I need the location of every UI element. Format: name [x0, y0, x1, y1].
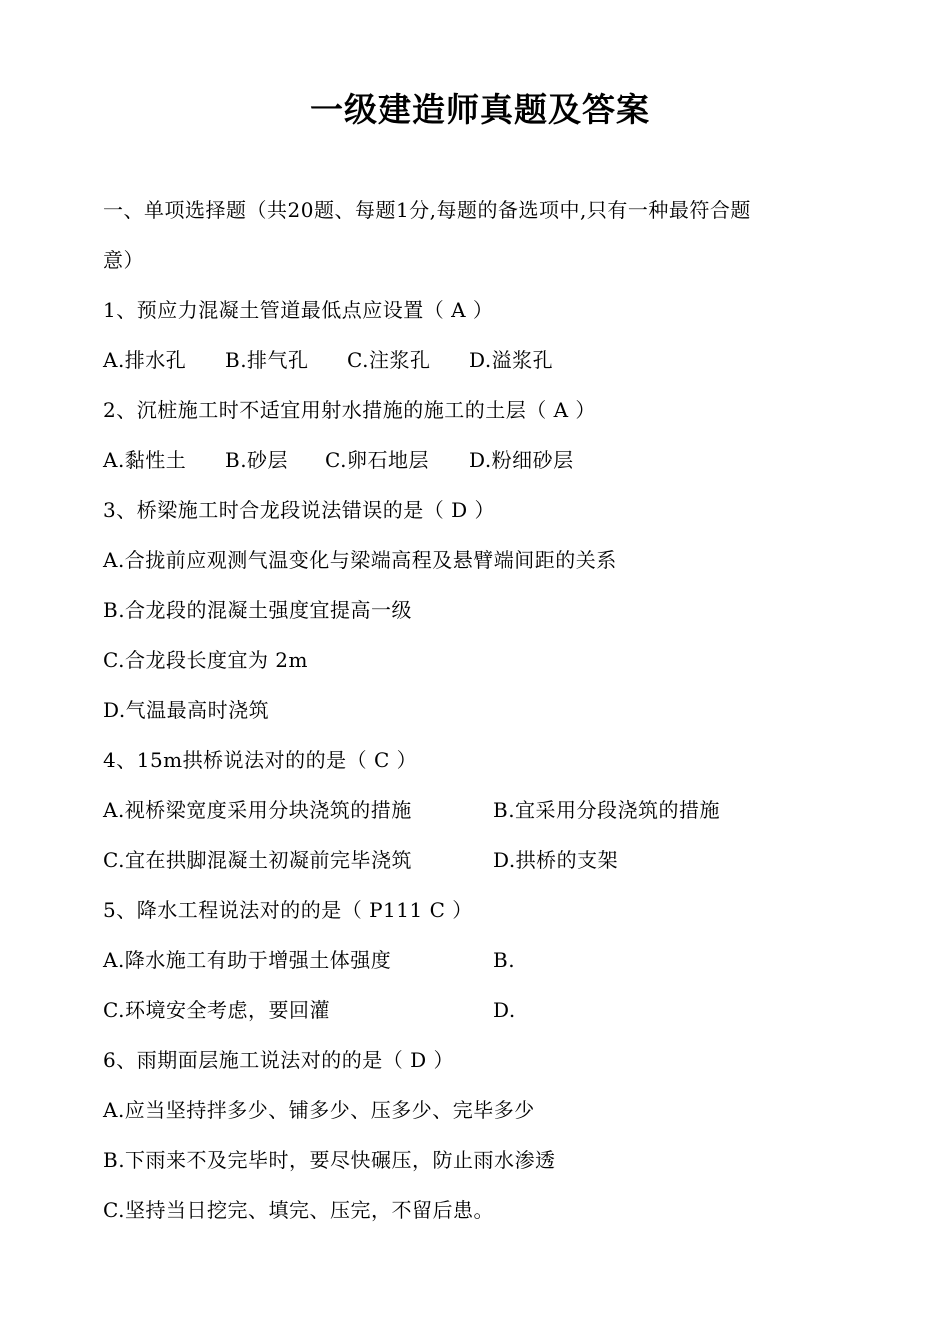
option-c: C.坚持当日挖完、填完、压完，不留后患。 [103, 1198, 494, 1222]
option-a: A.应当坚持拌多少、铺多少、压多少、完毕多少 [103, 1098, 535, 1122]
question-stem: 4、15m拱桥说法对的的是（ C ） [103, 748, 418, 772]
question-stem: 6、雨期面层施工说法对的的是（ D ） [103, 1048, 454, 1072]
options-row [103, 835, 873, 885]
question-stem: 1、预应力混凝土管道最低点应设置（ A ） [103, 298, 494, 322]
option-d: D.溢浆孔 [469, 348, 554, 372]
option-c: C.宜在拱脚混凝土初凝前完毕浇筑 [103, 848, 412, 872]
option-a: A.降水施工有助于增强土体强度 [103, 948, 392, 972]
section-heading: 一、单项选择题（共20题、每题1分,每题的备选项中,只有一种最符合题 [103, 198, 751, 222]
option-d: D.拱桥的支架 [493, 848, 619, 872]
options-row [103, 335, 873, 385]
option-d: D.粉细砂层 [469, 448, 574, 472]
document-body [103, 185, 873, 1235]
option-b: B.合龙段的混凝土强度宜提高一级 [103, 598, 413, 622]
question-stem: 5、降水工程说法对的的是（ P111 C ） [103, 898, 473, 922]
option-c: C.注浆孔 [347, 348, 431, 372]
option-d: D.气温最高时浇筑 [103, 698, 270, 722]
option-b: B. [493, 948, 516, 972]
option-b: B.宜采用分段浇筑的措施 [493, 798, 721, 822]
option-b: B.排气孔 [225, 348, 309, 372]
options-row [103, 435, 873, 485]
option-c: C.卵石地层 [325, 448, 429, 472]
option-a: A.视桥梁宽度采用分块浇筑的措施 [103, 798, 412, 822]
option-c: C.合龙段长度宜为 2m [103, 648, 308, 672]
question-stem: 2、沉桩施工时不适宜用射水措施的施工的土层（ A ） [103, 398, 596, 422]
options-row [103, 935, 873, 985]
option-b: B.砂层 [225, 448, 289, 472]
option-a: A.排水孔 [103, 348, 187, 372]
question-stem: 3、桥梁施工时合龙段说法错误的是（ D ） [103, 498, 495, 522]
section-heading-continued: 意） [103, 248, 144, 272]
options-row [103, 985, 873, 1035]
options-row [103, 785, 873, 835]
option-a: A.合拢前应观测气温变化与梁端高程及悬臂端间距的关系 [103, 548, 617, 572]
option-b: B.下雨来不及完毕时，要尽快碾压，防止雨水渗透 [103, 1148, 556, 1172]
option-c: C.环境安全考虑，要回灌 [103, 998, 330, 1022]
option-a: A.黏性土 [103, 448, 187, 472]
document-title: 一级建造师真题及答案 [310, 90, 650, 129]
option-d: D. [493, 998, 516, 1022]
